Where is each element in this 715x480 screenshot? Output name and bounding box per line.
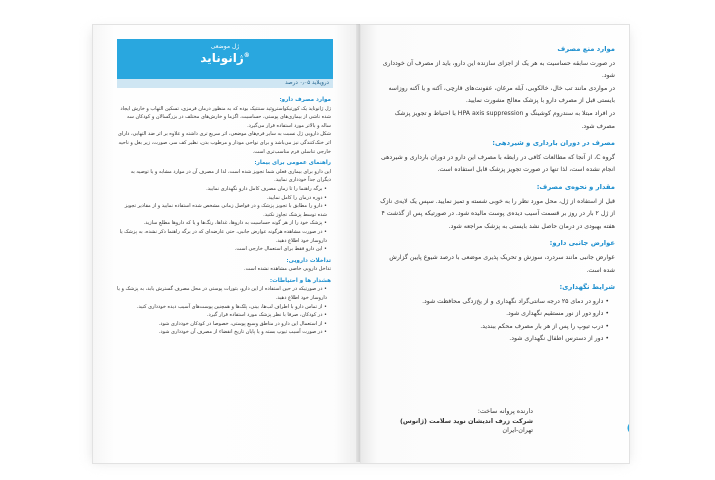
- section-bullet: [117, 228, 331, 245]
- section-heading: موارد مصرف دارو:: [279, 97, 331, 103]
- bullet-text: دارو دور از نور مستقیم نگهداری شود.: [506, 310, 604, 318]
- section-heading: راهنمای عمومی برای بیمار:: [254, 160, 331, 167]
- bullet-dot-icon: •: [322, 303, 327, 310]
- publisher-label: دارنده پروانه ساخت:: [477, 407, 533, 415]
- section-bullet: [117, 219, 331, 228]
- section-bullet: [117, 185, 331, 194]
- section-heading: تداخلات دارویی:: [286, 257, 331, 264]
- bullet-text: از تماس دارو با اطراف لب‌ها، بینی، پلک‌ها و همچنین پوست‌های آسیب دیده خودداری کنید.: [136, 303, 323, 310]
- bullet-text: در صورت مشاهده هرگونه عوارض جانبی، حتی عارضه‌ای که در برگه راهنما ذکر نشده، به پزشک یا داروساز خود اطلاع دهید.: [119, 228, 327, 244]
- section-bullet: [117, 328, 331, 337]
- section-paragraph: در افراد مبتلا به سندروم کوشینگ و HPA axis suppression با احتیاط و تجویز پزشک مصرف شود.: [394, 109, 615, 130]
- registered-mark: ®: [243, 52, 250, 59]
- product-title: [117, 51, 333, 65]
- bullet-text: این دارو فقط برای استعمال خارجی است.: [234, 246, 323, 253]
- section-heading: موارد منع مصرف: [557, 45, 615, 53]
- bullet-text: درب تیوپ را پس از هر بار مصرف محکم ببندید.: [480, 322, 604, 330]
- bullet-dot-icon: •: [322, 320, 327, 327]
- section-bullet: [379, 321, 615, 334]
- bullet-text: در کودکان، صرفا با نظر پزشک مورد استفاده قرار گیرد.: [206, 312, 323, 319]
- section-heading: هشدار ها و احتیاطات:: [269, 277, 331, 284]
- bullet-dot-icon: •: [322, 312, 327, 319]
- bullet-dot-icon: •: [322, 185, 327, 192]
- bullet-text: دارو را مطابق با تجویز پزشک و در فواصل زمانی مشخص شده استفاده نمایید و از مقادیر تجویز شده توسط پزشک تجاوز نکنید.: [124, 203, 327, 218]
- bullet-dot-icon: •: [322, 203, 327, 210]
- bullet-text: در صورت آسیب تیوپ بسته و یا پایان تاریخ انقضاء از مصرف آن خودداری شود.: [158, 329, 323, 336]
- product-header: [117, 39, 333, 79]
- bullet-text: از استعمال این دارو در مناطق وسیع پوستی، خصوصا در کودکان خودداری شود.: [158, 320, 323, 327]
- bullet-dot-icon: •: [603, 335, 609, 343]
- section-paragraph: ژل ژانوناید یک کورتیکواستروئید سنتتیک بوده که به منظور درمان قرمزی، تسکین التهاب و خارش ایجاد شده ناشی از بیماری‌های پوستی، حساسیت، اگزما و خارش‌های مختلف در بزرگسالان و کودکان سه ساله و بالاتر مورد استفاده قرار می‌گیرد.: [120, 105, 331, 129]
- section-paragraph: در مواردی مانند تب خال، خالکوبی، آبله مرغان، عفونت‌های قارچی، آکنه و یا آکنه روزاسه بایستی قبل از مصرف دارو با پزشک معالج مشورت نمایید.: [388, 84, 615, 105]
- section-paragraph: در صورت سابقه حساسیت به هر یک از اجزای سازنده این دارو، باید از مصرف آن خودداری شود.: [382, 59, 615, 80]
- right-page: [360, 24, 630, 464]
- product-name: ژانوناید: [200, 51, 244, 65]
- section-heading: شرایط نگهداری:: [559, 283, 615, 292]
- product-subtitle: ژل موضعی: [210, 43, 240, 50]
- bullet-text: برگه راهنما را تا زمان مصرف کامل دارو نگهداری نمایید.: [206, 185, 323, 192]
- bullet-text: پزشک خود را از هر گونه حساسیت به داروها، غذاها، رنگ‌ها و یا که داروها مطلع سازید.: [143, 220, 323, 227]
- section-bullet: [117, 194, 331, 203]
- section-heading: مقدار و نحوه‌ی مصرف:: [536, 182, 615, 191]
- product-strength-strip: درویلاید ۰٫۰۵ درصد: [117, 79, 333, 88]
- section-bullet: [379, 333, 615, 346]
- publisher-name: شرکت زرف اندیشان نوید سلامت (ژانوس): [400, 416, 533, 425]
- section-paragraph: این دارو برای بیماری فعلی شما تجویز شده است، لذا از مصرف آن در موارد مشابه و یا توصیه به دیگران جداً خودداری نمایید.: [130, 168, 331, 184]
- bullet-dot-icon: •: [603, 322, 609, 330]
- section-bullet: [117, 245, 331, 254]
- bullet-text: دور از دسترس اطفال نگهداری شود.: [509, 335, 604, 343]
- section-bullet: [379, 308, 615, 321]
- section-paragraph: تداخل دارویی خاصی مشاهده نشده است.: [244, 266, 331, 273]
- left-page-content: [117, 93, 331, 337]
- bullet-dot-icon: •: [603, 297, 609, 305]
- bullet-dot-icon: •: [322, 228, 327, 235]
- publisher-city: تهران-ایران: [502, 426, 533, 434]
- section-paragraph: گروه C، از آنجا که مطالعات کافی در رابطه با مصرف این دارو در دوران بارداری و شیردهی انجام نشده است، لذا تنها در صورت تجویز پزشک قابل استفاده است.: [381, 153, 615, 174]
- section-heading: مصرف در دوران بارداری و شیردهی:: [492, 139, 615, 148]
- section-bullet: [117, 285, 331, 302]
- section-paragraph: عوارض جانبی مانند سردرد، سوزش و تحریک پذیری موضعی با درصد شیوع پایین گزارش شده است.: [389, 253, 615, 274]
- company-logo-icon: [625, 408, 630, 438]
- section-bullet: [117, 320, 331, 329]
- section-bullet: [117, 311, 331, 320]
- bullet-dot-icon: •: [322, 194, 327, 201]
- section-paragraph: شکل دارویی ژل نسبت به سایر فرم‌های موضعی، اثر سریع تری داشته و علاوه بر اثر ضد التهابی، دارای اثر خنک‌کنندگی نیز می‌باشد و برای نواحی مودار و مرطوب بدن، نظیر کف سر، صورت، زیر بغل و ناحیه خارجی تناسلی فرم مناسب‌تری است.: [118, 131, 331, 155]
- section-bullet: [117, 202, 331, 219]
- bullet-dot-icon: •: [322, 246, 327, 253]
- bullet-dot-icon: •: [322, 220, 327, 227]
- bullet-text: دوره درمان را کامل نمایید.: [266, 194, 323, 201]
- bullet-text: در صورتیکه در حین استفاده از این دارو، بثورات پوستی در محل مصرف گسترش یابد، به پزشک و یا داروساز خود اطلاع دهید.: [117, 286, 327, 302]
- left-page: [92, 24, 362, 464]
- bullet-dot-icon: •: [603, 310, 609, 318]
- section-heading: عوارض جانبی دارو:: [549, 239, 615, 248]
- section-bullet: [379, 296, 615, 309]
- bullet-text: دارو در دمای ۲۵ درجه سانتی‌گراد نگهداری و از یخ‌زدگی محافظت شود.: [422, 297, 604, 305]
- section-paragraph: قبل از استفاده از ژل، محل مورد نظر را به خوبی شسته و تمیز نمایید. سپس یک لایه‌ی نازک از ژل ۲ بار در روز بر قسمت آسیب دیده‌ی پوست مالیده شود. در صورتیکه پس از گذشت ۴ هفته بهبودی در درمان حاصل نشد بایستی به پزشک مراجعه شود.: [380, 197, 615, 230]
- bullet-dot-icon: •: [322, 329, 327, 336]
- publisher-block: [383, 407, 533, 436]
- section-bullet: [117, 303, 331, 312]
- bullet-dot-icon: •: [322, 286, 327, 293]
- right-page-content: [379, 39, 615, 346]
